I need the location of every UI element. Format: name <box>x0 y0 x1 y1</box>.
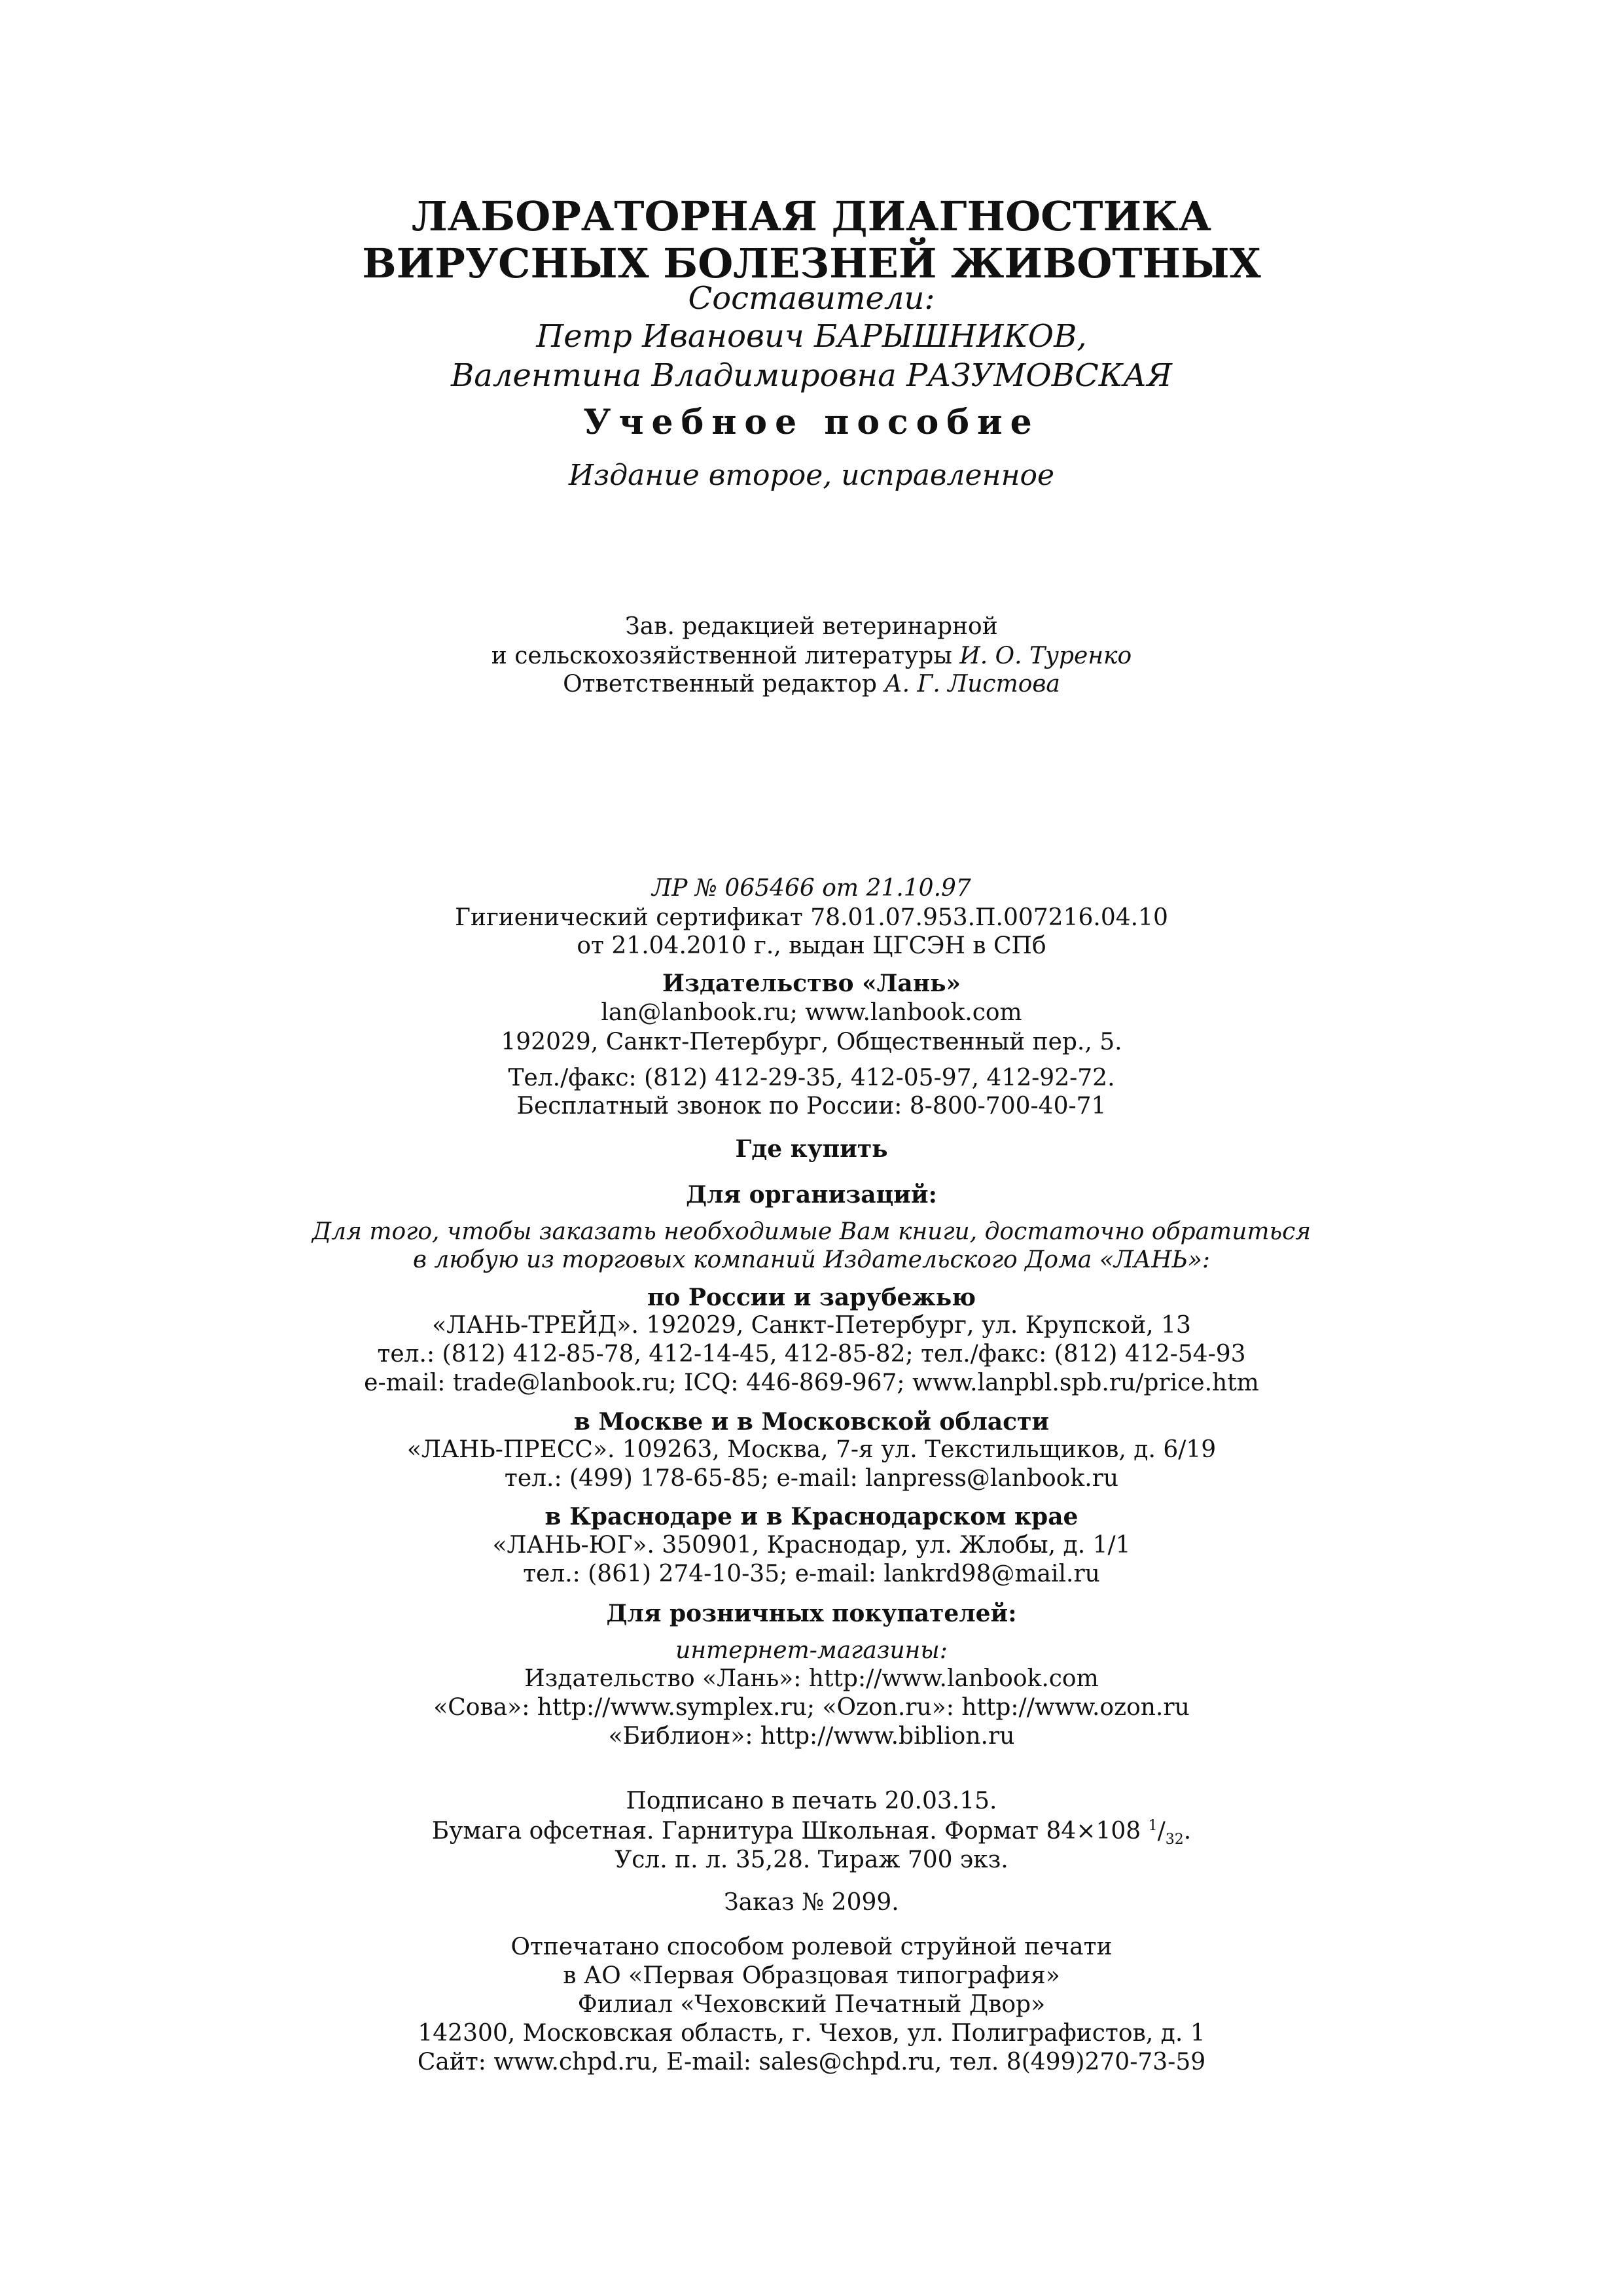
format-fraction-numerator: 1 <box>1148 1818 1158 1834</box>
book-title-line-1: ЛАБОРАТОРНАЯ ДИАГНОСТИКА <box>411 192 1212 240</box>
compiler-name-1: Петр Иванович БАРЫШНИКОВ, <box>536 318 1087 355</box>
license-lr: ЛР № 065466 от 21.10.97 <box>652 875 971 902</box>
retail-stores-label: интернет-магазины: <box>675 1637 948 1664</box>
editor-line-2-text: и сельскохозяйственной литературы <box>491 643 960 669</box>
krasnodar-line-2: тел.: (861) 274-10-35; e-mail: lankrd98@mail.ru <box>523 1561 1100 1587</box>
order-number: Заказ № 2099. <box>724 1889 899 1916</box>
publisher-address: 192029, Санкт-Петербург, Общественный пер., 5. <box>501 1029 1122 1055</box>
russia-line-2: тел.: (812) 412-85-78, 412-14-45, 412-85-82; тел./факс: (812) 412-54-93 <box>377 1341 1246 1368</box>
print-volume: Усл. п. л. 35,28. Тираж 700 экз. <box>615 1846 1008 1873</box>
compilers-label: Составители: <box>688 280 935 317</box>
printer-line-2: в АО «Первая Образцовая типография» <box>563 1962 1060 1989</box>
editor-line-3-text: Ответственный редактор <box>563 671 885 698</box>
book-title-line-2: ВИРУСНЫХ БОЛЕЗНЕЙ ЖИВОТНЫХ <box>362 239 1261 287</box>
retail-heading: Для розничных покупателей: <box>606 1600 1017 1627</box>
book-genre: Учебное пособие <box>583 402 1040 442</box>
chief-editor-name: И. О. Туренко <box>959 643 1132 669</box>
paper-format: Бумага офсетная. Гарнитура Школьная. Формат 84×108 $^1/_{32}$. <box>431 1818 1192 1848</box>
printer-line-1: Отпечатано способом ролевой струйной печати <box>510 1934 1113 1960</box>
organizations-intro-1: Для того, чтобы заказать необходимые Вам книги, достаточно обратиться <box>312 1218 1311 1245</box>
publisher-free-call: Бесплатный звонок по России: 8-800-700-40-71 <box>516 1093 1107 1120</box>
signed-for-print: Подписано в печать 20.03.15. <box>626 1788 997 1814</box>
publisher-phone: Тел./факс: (812) 412-29-35, 412-05-97, 412-92-72. <box>508 1065 1115 1091</box>
hygiene-certificate: Гигиенический сертификат 78.01.07.953.П.007216.04.10 <box>455 904 1168 931</box>
krasnodar-line-1: «ЛАНЬ-ЮГ». 350901, Краснодар, ул. Жлобы, д. 1/1 <box>492 1532 1131 1559</box>
compiler-name-2: Валентина Владимировна РАЗУМОВСКАЯ <box>451 357 1172 394</box>
krasnodar-heading: в Краснодаре и в Краснодарском крае <box>544 1503 1079 1530</box>
retail-line-3: «Библион»: http://www.biblion.ru <box>608 1723 1015 1750</box>
editor-line-1: Зав. редакцией ветеринарной <box>625 613 998 640</box>
printer-line-3: Филиал «Чеховский Печатный Двор» <box>577 1991 1046 2018</box>
russia-line-3: e-mail: trade@lanbook.ru; ICQ: 446-869-967; www.lanpbl.spb.ru/price.htm <box>364 1369 1259 1396</box>
printer-line-4: 142300, Московская область, г. Чехов, ул. Полиграфистов, д. 1 <box>418 2020 1205 2047</box>
editor-line-3 <box>0 673 1623 696</box>
russia-heading: по России и зарубежью <box>647 1284 976 1311</box>
publisher-web: lan@lanbook.ru; www.lanbook.com <box>601 999 1022 1026</box>
where-to-buy-heading: Где купить <box>735 1135 888 1163</box>
paper-format-suffix: . <box>1183 1818 1192 1845</box>
paper-format-text: Бумага офсетная. Гарнитура Школьная. Формат 84×108 <box>431 1818 1149 1845</box>
format-fraction-denominator: 32 <box>1165 1831 1184 1848</box>
responsible-editor-name: А. Г. Листова <box>884 671 1060 698</box>
moscow-heading: в Москве и в Московской области <box>573 1408 1050 1436</box>
retail-line-2: «Сова»: http://www.symplex.ru; «Ozon.ru»: http://www.ozon.ru <box>433 1694 1190 1721</box>
editor-line-2 <box>0 645 1623 668</box>
printer-line-5: Сайт: www.chpd.ru, E-mail: sales@chpd.ru, тел. 8(499)270-73-59 <box>417 2049 1206 2075</box>
moscow-line-2: тел.: (499) 178-65-85; e-mail: lanpress@lanbook.ru <box>504 1465 1119 1492</box>
publisher-name: Издательство «Лань» <box>662 970 961 997</box>
organizations-heading: Для организаций: <box>686 1181 937 1209</box>
retail-line-1: Издательство «Лань»: http://www.lanbook.com <box>524 1665 1099 1692</box>
organizations-intro-2: в любую из торговых компаний Издательского Дома «ЛАНЬ»: <box>413 1246 1210 1273</box>
moscow-line-1: «ЛАНЬ-ПРЕСС». 109263, Москва, 7-я ул. Текстильщиков, д. 6/19 <box>406 1436 1217 1463</box>
certificate-issued: от 21.04.2010 г., выдан ЦГСЭН в СПб <box>577 932 1046 959</box>
edition-note: Издание второе, исправленное <box>568 459 1055 492</box>
russia-line-1: «ЛАНЬ-ТРЕЙД». 192029, Санкт-Петербург, ул. Крупской, 13 <box>432 1312 1191 1339</box>
